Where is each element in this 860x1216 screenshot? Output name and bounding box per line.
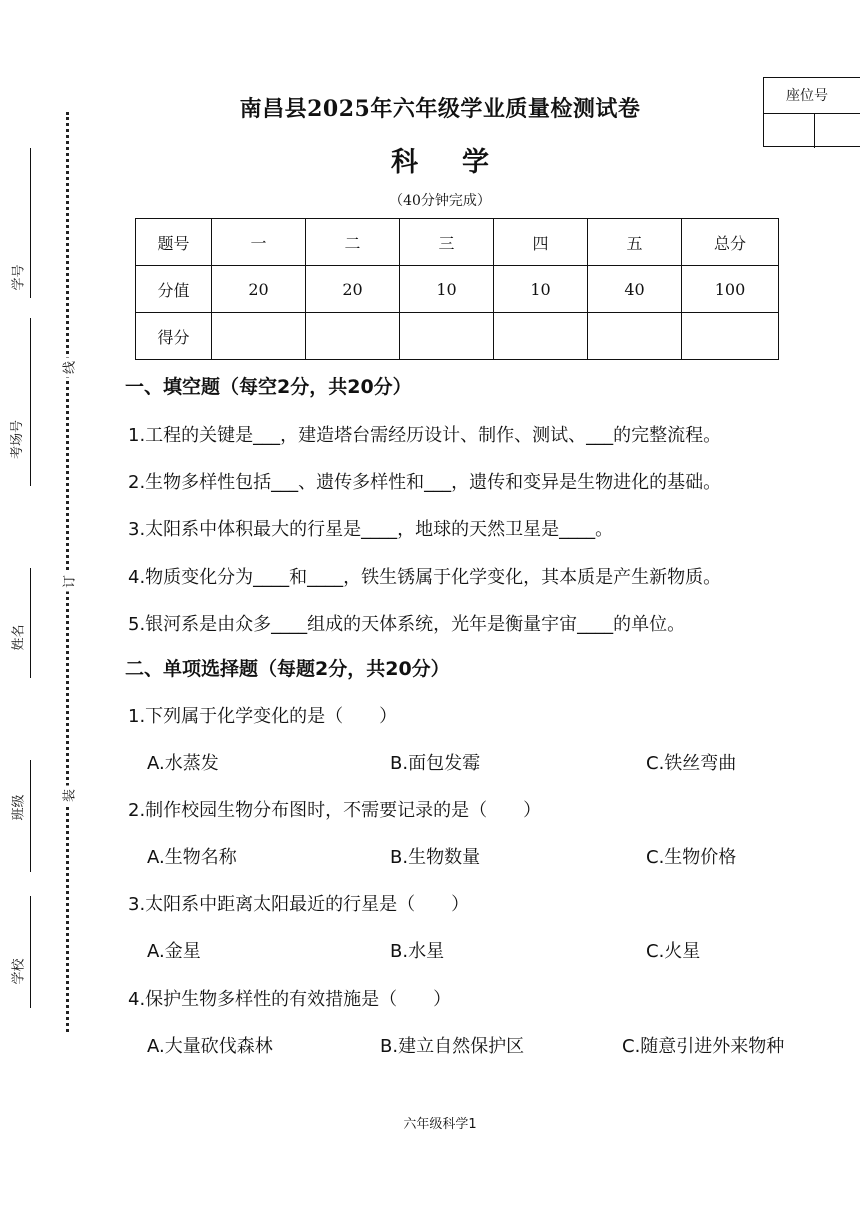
choice-option-a: A.生物名称 <box>147 847 237 868</box>
fill-question-5: 5.银河系是由众多____组成的天体系统，光年是衡量宇宙____的单位。 <box>128 614 686 635</box>
seal-char-ding: 订 <box>59 572 78 592</box>
score-entry-cell[interactable] <box>306 313 400 360</box>
table-value-cell: 100 <box>682 266 779 313</box>
exam-room-field[interactable] <box>30 318 31 486</box>
section1-title: 一、填空题（每空2分，共20分） <box>125 376 412 398</box>
exam-title: 南昌县2025年六年级学业质量检测试卷 <box>239 96 641 122</box>
table-value-cell: 20 <box>306 266 400 313</box>
subject-title: 科学 <box>391 147 533 178</box>
table-header-cell: 题号 <box>136 219 212 266</box>
name-label: 姓名 <box>11 624 27 651</box>
score-entry-cell[interactable] <box>400 313 494 360</box>
seat-number-divider <box>814 114 815 148</box>
school-field[interactable] <box>30 896 31 1008</box>
exam-room-label: 考场号 <box>10 419 26 460</box>
choice-question-4: 4.保护生物多样性的有效措施是（ ） <box>128 989 452 1010</box>
table-header-cell: 五 <box>588 219 682 266</box>
seat-number-box <box>763 77 860 147</box>
table-header-cell: 二 <box>306 219 400 266</box>
score-entry-cell[interactable] <box>588 313 682 360</box>
class-label: 班级 <box>11 794 27 821</box>
fill-question-2: 2.生物多样性包括___、遗传多样性和___，遗传和变异是生物进化的基础。 <box>128 472 722 493</box>
choice-question-3: 3.太阳系中距离太阳最近的行星是（ ） <box>128 894 470 915</box>
choice-option-b: B.建立自然保护区 <box>380 1036 525 1057</box>
seat-number-label: 座位号 <box>764 78 860 114</box>
fill-question-3: 3.太阳系中体积最大的行星是____，地球的天然卫星是____。 <box>128 519 614 540</box>
choice-option-b: B.面包发霉 <box>390 753 481 774</box>
choice-option-c: C.生物价格 <box>646 847 737 868</box>
name-field[interactable] <box>30 568 31 678</box>
choice-option-b: B.水星 <box>390 941 445 962</box>
seal-char-xian: 线 <box>59 358 78 378</box>
student-id-label: 学号 <box>11 264 27 291</box>
school-label: 学校 <box>11 958 27 985</box>
page-footer: 六年级科学1 <box>403 1117 477 1132</box>
choice-option-c: C.随意引进外来物种 <box>622 1036 785 1057</box>
choice-option-a: A.大量砍伐森林 <box>147 1036 273 1057</box>
table-row-label: 得分 <box>136 313 212 360</box>
time-note: （40分钟完成） <box>389 193 491 209</box>
choice-question-1: 1.下列属于化学变化的是（ ） <box>128 706 398 727</box>
table-value-cell: 20 <box>212 266 306 313</box>
score-table-values-row <box>136 266 779 313</box>
table-header-cell: 总分 <box>682 219 779 266</box>
table-value-cell: 10 <box>494 266 588 313</box>
table-header-cell: 四 <box>494 219 588 266</box>
score-entry-cell[interactable] <box>494 313 588 360</box>
fill-question-4: 4.物质变化分为____和____，铁生锈属于化学变化，其本质是产生新物质。 <box>128 567 722 588</box>
choice-option-a: A.水蒸发 <box>147 753 219 774</box>
choice-option-a: A.金星 <box>147 941 201 962</box>
score-entry-cell[interactable] <box>212 313 306 360</box>
score-table <box>135 218 779 360</box>
section2-title: 二、单项选择题（每题2分，共20分） <box>125 658 450 680</box>
choice-option-c: C.铁丝弯曲 <box>646 753 737 774</box>
choice-question-2: 2.制作校园生物分布图时，不需要记录的是（ ） <box>128 800 542 821</box>
student-id-field[interactable] <box>30 148 31 298</box>
choice-option-c: C.火星 <box>646 941 701 962</box>
table-header-cell: 三 <box>400 219 494 266</box>
score-table-score-row <box>136 313 779 360</box>
score-entry-cell[interactable] <box>682 313 779 360</box>
score-table-header-row <box>136 219 779 266</box>
table-row-label: 分值 <box>136 266 212 313</box>
table-header-cell: 一 <box>212 219 306 266</box>
table-value-cell: 10 <box>400 266 494 313</box>
class-field[interactable] <box>30 760 31 872</box>
seal-char-zhuang: 装 <box>59 786 78 806</box>
choice-option-b: B.生物数量 <box>390 847 481 868</box>
fill-question-1: 1.工程的关键是___，建造塔台需经历设计、制作、测试、___的完整流程。 <box>128 425 722 446</box>
table-value-cell: 40 <box>588 266 682 313</box>
